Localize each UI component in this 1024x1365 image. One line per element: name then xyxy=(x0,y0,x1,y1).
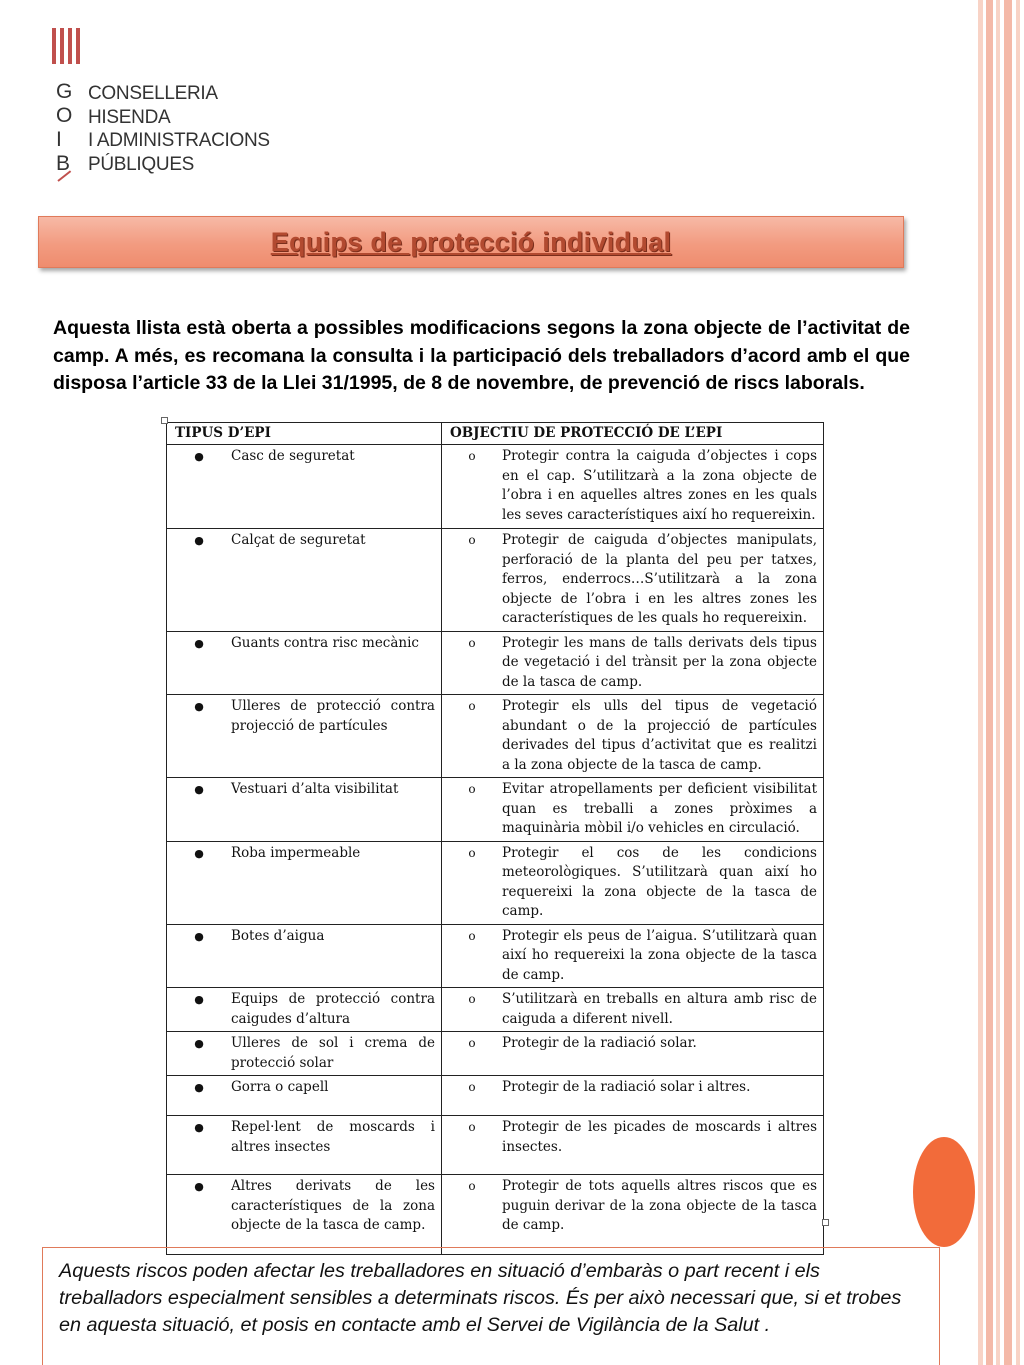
cell-objectiu xyxy=(442,695,824,778)
decorative-orb xyxy=(913,1137,975,1247)
circle-bullet-icon: o xyxy=(468,533,476,547)
tipus-label: Equips de protecció contra caigudes d’altura xyxy=(231,991,435,1027)
cell-tipus xyxy=(167,529,442,632)
column-header-objectiu: OBJECTIU DE PROTECCIÓ DE L’EPI xyxy=(442,423,824,445)
cell-tipus xyxy=(167,1076,442,1116)
cell-tipus xyxy=(167,778,442,842)
cell-objectiu xyxy=(442,924,824,988)
objectiu-text: Protegir els ulls del tipus de vegetació abundant o de la projecció de partícules derivades del tipus d’activitat que es realitzi a la zona objecte de la tasca de camp. xyxy=(502,698,817,773)
objectiu-text: Protegir de tots aquells altres riscos que es puguin derivar de la zona objecte de la tasca de camp. xyxy=(502,1178,817,1233)
cell-objectiu xyxy=(442,778,824,842)
tipus-label: Vestuari d’alta visibilitat xyxy=(231,781,399,797)
tipus-label: Gorra o capell xyxy=(231,1079,329,1095)
table-row xyxy=(167,1032,824,1076)
bullet-icon: ● xyxy=(194,1121,204,1134)
cell-objectiu xyxy=(442,1032,824,1076)
cell-tipus xyxy=(167,695,442,778)
circle-bullet-icon: o xyxy=(468,1036,476,1050)
circle-bullet-icon: o xyxy=(468,1120,476,1134)
cell-objectiu xyxy=(442,841,824,924)
tipus-label: Repel·lent de moscards i altres insectes xyxy=(231,1119,435,1155)
bullet-icon: ● xyxy=(194,450,204,463)
cell-objectiu xyxy=(442,988,824,1032)
objectiu-text: S’utilitzarà en treballs en altura amb risc de caiguda a diferent nivell. xyxy=(502,991,817,1027)
cell-tipus xyxy=(167,841,442,924)
objectiu-text: Protegir de la radiació solar. xyxy=(502,1035,697,1051)
bullet-icon: ● xyxy=(194,700,204,713)
circle-bullet-icon: o xyxy=(468,635,476,650)
bullet-icon: ● xyxy=(194,846,204,860)
tipus-label: Casc de seguretat xyxy=(231,448,355,464)
bullet-icon: ● xyxy=(194,993,204,1006)
table-row xyxy=(167,778,824,842)
cell-tipus xyxy=(167,1175,442,1255)
tipus-label: Guants contra risc mecànic xyxy=(231,634,419,651)
cell-tipus xyxy=(167,988,442,1032)
intro-paragraph: Aquesta llista està oberta a possibles modificacions segons la zona objecte de l’activitat de camp. A més, es recomana la consulta i la participació dels treballadors d’acord amb el que disposa l’article 33 de la Llei 31/1995, de 8 de novembre, de prevenció de riscs laborals. xyxy=(53,317,910,394)
bullet-icon: ● xyxy=(194,783,204,796)
circle-bullet-icon: o xyxy=(468,699,476,713)
objectiu-text: Protegir el cos de les condicions meteorològiques. S’utilitzarà quan així ho requereixi la zona objecte de la tasca de camp. xyxy=(502,844,817,919)
objectiu-text: Evitar atropellaments per deficient visibilitat quan es treballi a zones pròximes a maquinària mòbil i/o vehicles en circulació. xyxy=(502,781,817,836)
cell-tipus xyxy=(167,1032,442,1076)
objectiu-text: Protegir de la radiació solar i altres. xyxy=(502,1079,751,1095)
table-row xyxy=(167,988,824,1032)
bullet-icon: ● xyxy=(194,534,204,547)
logo-bars-icon xyxy=(52,28,80,64)
table-row xyxy=(167,1076,824,1116)
table-row xyxy=(167,631,824,695)
table-row xyxy=(167,445,824,529)
objectiu-text: Protegir de caiguda d’objectes manipulats, perforació de la planta del peu per tatxes, ferros, enderrocs…S’utilitzarà a la zona objecte de l’obra i en les altres zones les característiques de les quals ho requereixin. xyxy=(502,532,817,626)
epi-table xyxy=(166,422,824,1255)
circle-bullet-icon: o xyxy=(468,845,476,860)
cell-objectiu xyxy=(442,631,824,695)
cell-objectiu xyxy=(442,445,824,529)
objectiu-text: Protegir els peus de l’aigua. S’utilitzarà quan així ho requereixi la zona objecte de la tasca de camp. xyxy=(502,927,817,983)
note-box: Aquests riscos poden afectar les treballadores en situació d’embaràs o part recent i els treballadors especialment sensibles a determinats riscos. És per això necessari que, si et trobes en aquesta situació, et posis en contacte amb el Servei de Vigilància de la Salut . xyxy=(42,1247,940,1365)
cell-objectiu xyxy=(442,1116,824,1175)
circle-bullet-icon: o xyxy=(468,928,476,943)
bullet-icon: ● xyxy=(194,929,204,943)
cell-objectiu xyxy=(442,529,824,632)
cell-tipus xyxy=(167,924,442,988)
objectiu-text: Protegir les mans de talls derivats dels tipus de vegetació i del trànsit per la zona objecte de la tasca de camp. xyxy=(502,634,817,690)
table-row xyxy=(167,695,824,778)
bullet-icon: ● xyxy=(194,1180,204,1193)
circle-bullet-icon: o xyxy=(468,1179,476,1193)
cell-objectiu xyxy=(442,1076,824,1116)
table-row xyxy=(167,529,824,632)
logo-letters: G O I B xyxy=(56,80,73,175)
column-header-tipus: TIPUS D’EPI xyxy=(167,423,442,445)
goib-logo xyxy=(52,26,312,206)
objectiu-text: Protegir de les picades de moscards i altres insectes. xyxy=(502,1119,817,1155)
tipus-label: Altres derivats de les característiques de la zona objecte de la tasca de camp. xyxy=(231,1178,435,1233)
table-header-row xyxy=(167,423,824,445)
cell-tipus xyxy=(167,631,442,695)
page-title: Equips de protecció individual xyxy=(270,226,672,257)
tipus-label: Calçat de seguretat xyxy=(231,532,366,548)
selection-handle-icon xyxy=(822,1219,829,1226)
circle-bullet-icon: o xyxy=(468,1080,476,1094)
decorative-stripes xyxy=(976,0,1024,1365)
circle-bullet-icon: o xyxy=(468,449,476,463)
cell-tipus xyxy=(167,445,442,529)
bullet-icon: ● xyxy=(194,636,204,650)
circle-bullet-icon: o xyxy=(468,782,476,796)
bullet-icon: ● xyxy=(194,1037,204,1050)
tipus-label: Botes d’aigua xyxy=(231,927,325,944)
tipus-label: Ulleres de protecció contra projecció de partícules xyxy=(231,698,435,734)
tipus-label: Roba impermeable xyxy=(231,844,361,861)
cell-tipus xyxy=(167,1116,442,1175)
table-row xyxy=(167,1116,824,1175)
cell-objectiu xyxy=(442,1175,824,1255)
selection-handle-icon xyxy=(161,417,168,424)
table-row xyxy=(167,924,824,988)
table-row xyxy=(167,1175,824,1255)
circle-bullet-icon: o xyxy=(468,992,476,1006)
objectiu-text: Protegir contra la caiguda d’objectes i cops en el cap. S’utilitzarà a la zona objecte de l’obra i en aquelles altres zones en les quals les seves característiques així ho requereixin. xyxy=(502,448,817,523)
table-row xyxy=(167,841,824,924)
title-banner xyxy=(38,216,904,268)
bullet-icon: ● xyxy=(194,1081,204,1094)
tipus-label: Ulleres de sol i crema de protecció solar xyxy=(231,1035,435,1071)
logo-organization: CONSELLERIA HISENDA I ADMINISTRACIONS PÚBLIQUES xyxy=(88,83,270,175)
